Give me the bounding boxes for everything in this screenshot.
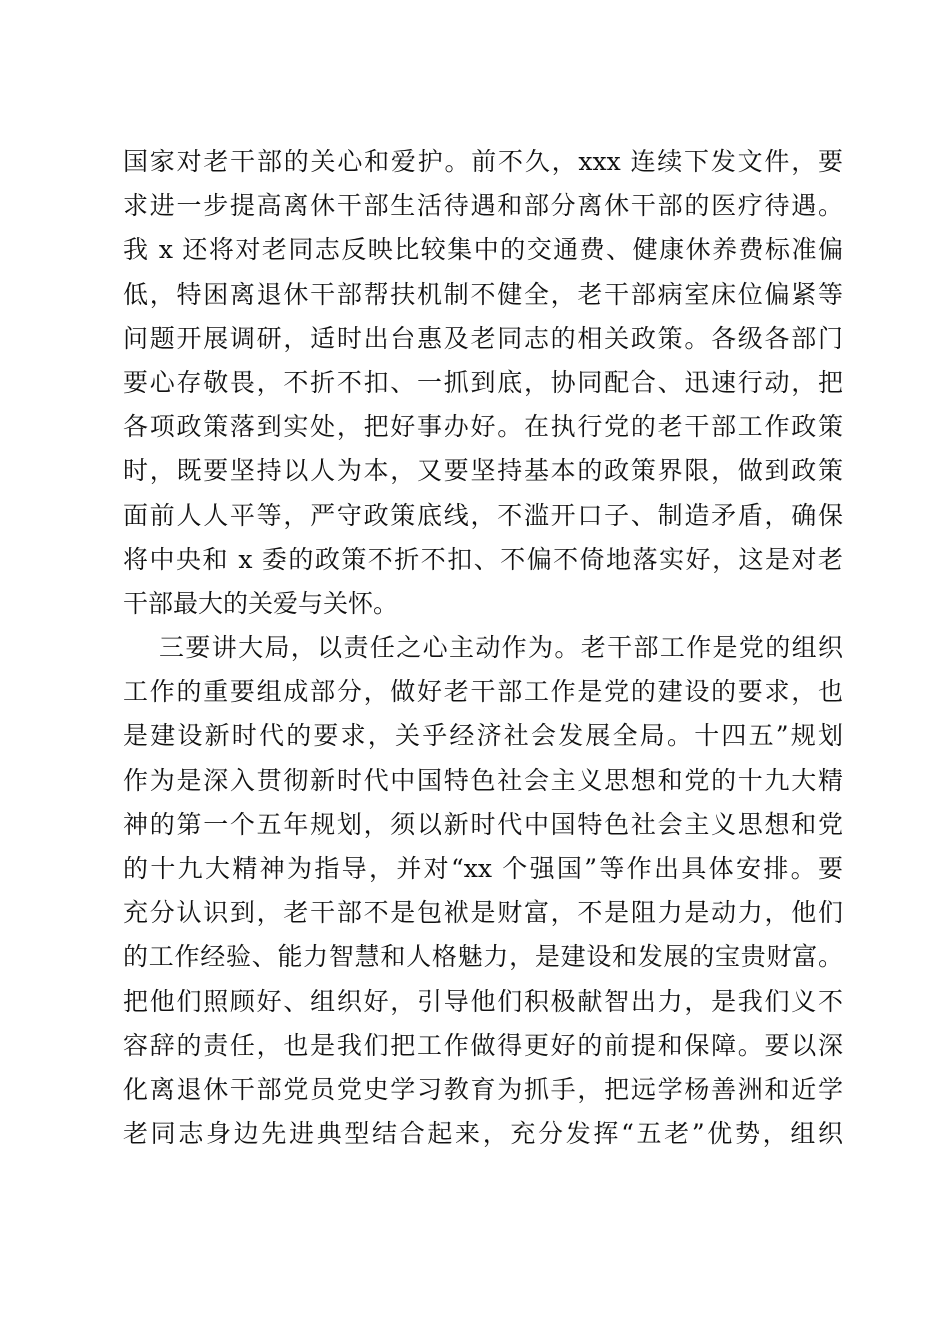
- text-line: 三要讲大局，以责任之心主动作为。老干部工作是党的组织: [159, 633, 843, 663]
- text-line: 作为是深入贯彻新时代中国特色社会主义思想和党的十九大精: [123, 765, 843, 795]
- text-line: 问题开展调研，适时出台惠及老同志的相关政策。各级各部门: [123, 323, 843, 353]
- text-line: 时，既要坚持以人为本，又要坚持基本的政策界限，做到政策: [123, 456, 843, 486]
- text-line: 工作的重要组成部分，做好老干部工作是党的建设的要求，也: [123, 677, 843, 707]
- text-line: 老同志身边先进典型结合起来，充分发挥“五老”优势，组织: [123, 1119, 843, 1149]
- text-line: 容辞的责任，也是我们把工作做得更好的前提和保障。要以深: [123, 1030, 843, 1060]
- document-body: [123, 140, 843, 1156]
- text-line: 神的第一个五年规划，须以新时代中国特色社会主义思想和党: [123, 809, 843, 839]
- text-line: 国家对老干部的关心和爱护。前不久，xxx 连续下发文件，要: [123, 147, 843, 176]
- text-line: 的十九大精神为指导，并对“xx 个强国”等作出具体安排。要: [123, 854, 843, 883]
- text-line: 我 x 还将对老同志反映比较集中的交通费、健康休养费标准偏: [123, 235, 843, 265]
- text-line: 要心存敬畏，不折不扣、一抓到底，协同配合、迅速行动，把: [123, 367, 843, 397]
- text-line: 充分认识到，老干部不是包袱是财富，不是阻力是动力，他们: [123, 898, 843, 928]
- text-line: 把他们照顾好、组织好，引导他们积极献智出力，是我们义不: [123, 986, 843, 1016]
- text-line: 低，特困离退休干部帮扶机制不健全，老干部病室床位偏紧等: [123, 279, 843, 309]
- paragraph-1: [123, 140, 843, 626]
- text-line: 将中央和 x 委的政策不折不扣、不偏不倚地落实好，这是对老: [123, 544, 843, 574]
- paragraph-2: [123, 626, 843, 1156]
- text-line: 各项政策落到实处，把好事办好。在执行党的老干部工作政策: [123, 412, 843, 442]
- text-line: 求进一步提高离休干部生活待遇和部分离休干部的医疗待遇。: [123, 191, 843, 221]
- text-line: 化离退休干部党员党史学习教育为抓手，把远学杨善洲和近学: [123, 1074, 843, 1104]
- text-line: 面前人人平等，严守政策底线，不滥开口子、制造矛盾，确保: [123, 500, 843, 530]
- text-line: 是建设新时代的要求，关乎经济社会发展全局。十四五”规划: [123, 721, 843, 751]
- text-line: 的工作经验、能力智慧和人格魅力，是建设和发展的宝贵财富。: [123, 942, 843, 972]
- text-line: 干部最大的关爱与关怀。: [123, 588, 399, 618]
